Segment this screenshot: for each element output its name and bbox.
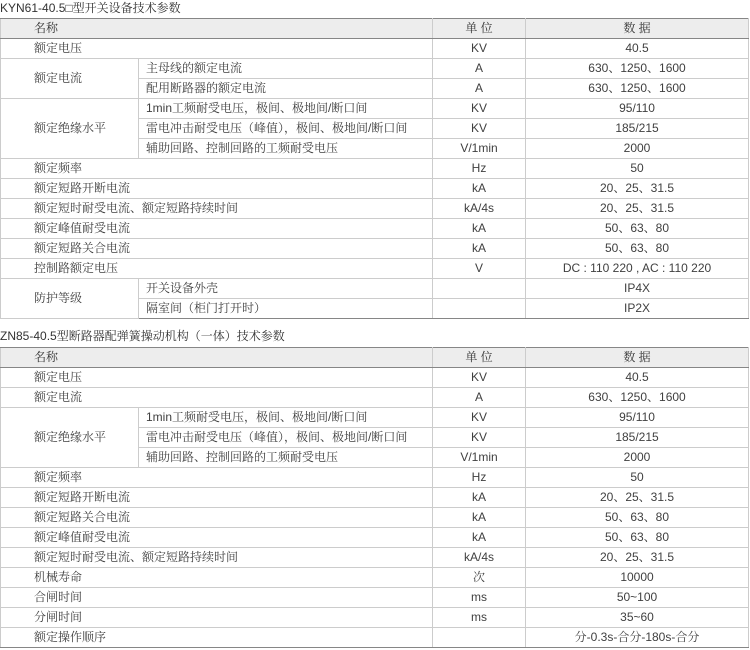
- param-name-cell: 机械寿命: [1, 568, 433, 588]
- column-header-name: 名称: [1, 348, 433, 368]
- param-name-cell: 额定操作顺序: [1, 628, 433, 648]
- param-unit-cell: kA/4s: [433, 199, 526, 219]
- param-subname-cell: 1min工频耐受电压，极间、极地间/断口间: [139, 408, 433, 428]
- param-row: [1, 179, 749, 199]
- param-row: [1, 608, 749, 628]
- param-unit-cell: kA: [433, 219, 526, 239]
- param-row: [1, 548, 749, 568]
- param-row: [1, 588, 749, 608]
- param-value-cell: 50、63、80: [526, 508, 749, 528]
- param-value-cell: 50、63、80: [526, 528, 749, 548]
- param-subname-cell: 雷电冲击耐受电压（峰值），极间、极地间/断口间: [139, 428, 433, 448]
- param-name-cell: 额定短路开断电流: [1, 179, 433, 199]
- param-unit-cell: KV: [433, 428, 526, 448]
- param-unit-cell: kA/4s: [433, 548, 526, 568]
- param-value-cell: 2000: [526, 448, 749, 468]
- param-subname-cell: 1min工频耐受电压，极间、极地间/断口间: [139, 99, 433, 119]
- param-value-cell: 185/215: [526, 428, 749, 448]
- param-row: [1, 259, 749, 279]
- kyn61-parameters-table: [0, 18, 749, 319]
- column-header-data: 数 据: [526, 348, 749, 368]
- param-unit-cell: 次: [433, 568, 526, 588]
- param-value-cell: 2000: [526, 139, 749, 159]
- header-row: [1, 19, 749, 39]
- param-unit-cell: [433, 299, 526, 319]
- param-unit-cell: A: [433, 59, 526, 79]
- param-unit-cell: KV: [433, 99, 526, 119]
- header-row: [1, 348, 749, 368]
- table-title-kyn61: KYN61-40.5□型开关设备技术参数: [0, 1, 181, 15]
- param-subname-cell: 开关设备外壳: [139, 279, 433, 299]
- param-row: [1, 59, 749, 79]
- param-value-cell: 50: [526, 159, 749, 179]
- param-unit-cell: KV: [433, 39, 526, 59]
- param-group-cell: 额定绝缘水平: [1, 99, 139, 159]
- column-header-name: 名称: [1, 19, 433, 39]
- param-subname-cell: 辅助回路、控制回路的工频耐受电压: [139, 448, 433, 468]
- param-row: [1, 99, 749, 119]
- param-value-cell: 40.5: [526, 368, 749, 388]
- param-unit-cell: [433, 279, 526, 299]
- param-row: [1, 508, 749, 528]
- param-row: [1, 279, 749, 299]
- param-unit-cell: [433, 628, 526, 648]
- param-name-cell: 额定频率: [1, 468, 433, 488]
- param-name-cell: 额定电流: [1, 388, 433, 408]
- param-subname-cell: 辅助回路、控制回路的工频耐受电压: [139, 139, 433, 159]
- param-value-cell: 630、1250、1600: [526, 59, 749, 79]
- param-row: [1, 368, 749, 388]
- param-subname-cell: 隔室间（柜门打开时）: [139, 299, 433, 319]
- param-value-cell: IP2X: [526, 299, 749, 319]
- param-row: [1, 219, 749, 239]
- param-name-cell: 分闸时间: [1, 608, 433, 628]
- param-row: [1, 199, 749, 219]
- param-name-cell: 合闸时间: [1, 588, 433, 608]
- param-unit-cell: kA: [433, 528, 526, 548]
- param-value-cell: 185/215: [526, 119, 749, 139]
- param-value-cell: 20、25、31.5: [526, 548, 749, 568]
- param-unit-cell: Hz: [433, 159, 526, 179]
- column-header-unit: 单 位: [433, 19, 526, 39]
- param-name-cell: 额定峰值耐受电流: [1, 528, 433, 548]
- param-unit-cell: kA: [433, 239, 526, 259]
- param-unit-cell: kA: [433, 508, 526, 528]
- param-unit-cell: Hz: [433, 468, 526, 488]
- param-name-cell: 额定峰值耐受电流: [1, 219, 433, 239]
- zn85-parameters-table: [0, 347, 749, 648]
- table-title-zn85: ZN85-40.5型断路器配弹簧操动机构（一体）技术参数: [0, 329, 285, 343]
- param-name-cell: 额定电压: [1, 368, 433, 388]
- param-unit-cell: V: [433, 259, 526, 279]
- param-value-cell: DC : 110 220 , AC : 110 220: [526, 259, 749, 279]
- param-unit-cell: ms: [433, 608, 526, 628]
- param-name-cell: 额定电压: [1, 39, 433, 59]
- param-value-cell: 95/110: [526, 408, 749, 428]
- param-value-cell: 35~60: [526, 608, 749, 628]
- param-name-cell: 额定频率: [1, 159, 433, 179]
- param-unit-cell: KV: [433, 368, 526, 388]
- param-row: [1, 468, 749, 488]
- param-unit-cell: KV: [433, 408, 526, 428]
- param-name-cell: 额定短时耐受电流、额定短路持续时间: [1, 199, 433, 219]
- param-unit-cell: A: [433, 79, 526, 99]
- param-value-cell: 630、1250、1600: [526, 388, 749, 408]
- param-row: [1, 408, 749, 428]
- param-row: [1, 159, 749, 179]
- param-value-cell: 95/110: [526, 99, 749, 119]
- param-row: [1, 239, 749, 259]
- param-row: [1, 488, 749, 508]
- param-row: [1, 628, 749, 648]
- param-value-cell: IP4X: [526, 279, 749, 299]
- param-unit-cell: kA: [433, 179, 526, 199]
- param-row: [1, 39, 749, 59]
- param-name-cell: 控制路额定电压: [1, 259, 433, 279]
- param-value-cell: 50、63、80: [526, 239, 749, 259]
- param-value-cell: 40.5: [526, 39, 749, 59]
- param-value-cell: 10000: [526, 568, 749, 588]
- param-group-cell: 额定电流: [1, 59, 139, 99]
- param-unit-cell: V/1min: [433, 448, 526, 468]
- param-name-cell: 额定短路开断电流: [1, 488, 433, 508]
- param-name-cell: 额定短路关合电流: [1, 508, 433, 528]
- param-unit-cell: A: [433, 388, 526, 408]
- param-value-cell: 20、25、31.5: [526, 199, 749, 219]
- param-subname-cell: 主母线的额定电流: [139, 59, 433, 79]
- param-name-cell: 额定短时耐受电流、额定短路持续时间: [1, 548, 433, 568]
- param-group-cell: 额定绝缘水平: [1, 408, 139, 468]
- param-unit-cell: KV: [433, 119, 526, 139]
- param-group-cell: 防护等级: [1, 279, 139, 319]
- param-value-cell: 20、25、31.5: [526, 179, 749, 199]
- param-value-cell: 50~100: [526, 588, 749, 608]
- param-unit-cell: V/1min: [433, 139, 526, 159]
- param-row: [1, 528, 749, 548]
- column-header-unit: 单 位: [433, 348, 526, 368]
- param-unit-cell: kA: [433, 488, 526, 508]
- column-header-data: 数 据: [526, 19, 749, 39]
- param-value-cell: 50: [526, 468, 749, 488]
- param-value-cell: 50、63、80: [526, 219, 749, 239]
- param-name-cell: 额定短路关合电流: [1, 239, 433, 259]
- param-unit-cell: ms: [433, 588, 526, 608]
- param-row: [1, 388, 749, 408]
- param-row: [1, 568, 749, 588]
- param-value-cell: 630、1250、1600: [526, 79, 749, 99]
- param-value-cell: 分-0.3s-合分-180s-合分: [526, 628, 749, 648]
- param-subname-cell: 雷电冲击耐受电压（峰值），极间、极地间/断口间: [139, 119, 433, 139]
- param-value-cell: 20、25、31.5: [526, 488, 749, 508]
- param-subname-cell: 配用断路器的额定电流: [139, 79, 433, 99]
